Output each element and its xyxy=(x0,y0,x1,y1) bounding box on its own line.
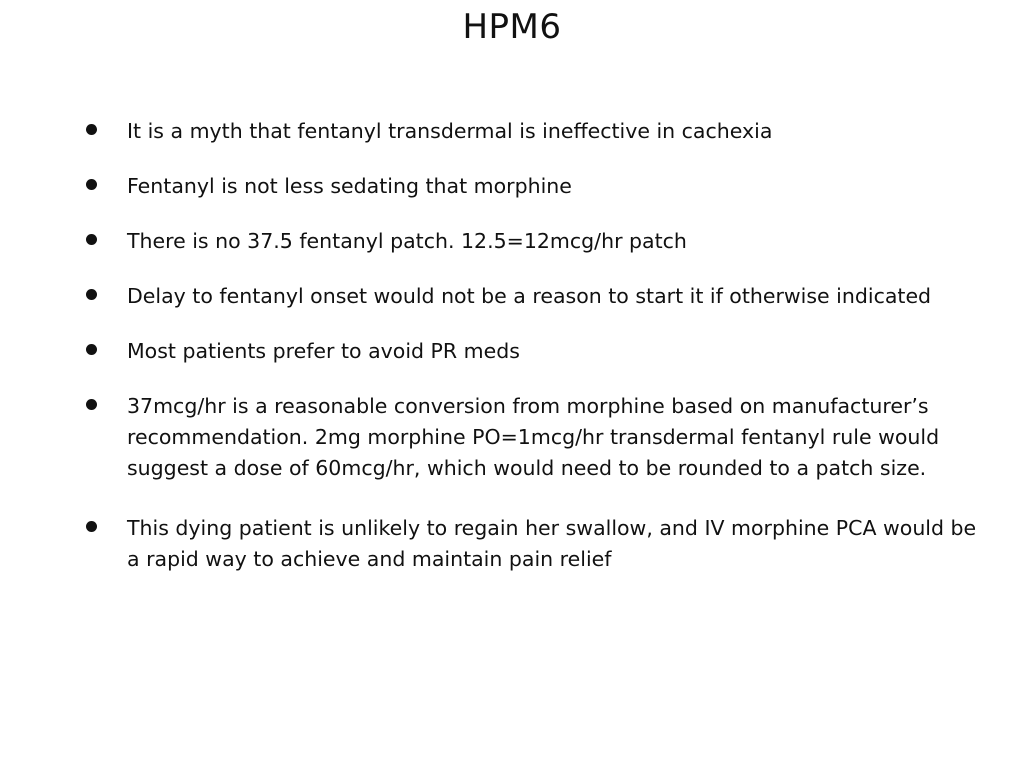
bullet-item xyxy=(0,116,977,147)
bullet-dot-icon xyxy=(86,344,97,355)
bullet-item xyxy=(0,336,977,367)
bullet-dot-icon xyxy=(86,179,97,190)
bullet-dot-icon xyxy=(86,289,97,300)
bullet-item xyxy=(0,391,977,484)
bullet-text: 37mcg/hr is a reasonable conversion from morphine based on manufacturer’s recommendation. 2mg morphine PO=1mcg/hr transdermal fentanyl rule would suggest a dose of 60mcg/hr, which would need to be rounded to a patch size. xyxy=(127,394,940,480)
bullet-item xyxy=(0,513,977,575)
slide-title: HPM6 xyxy=(462,7,562,47)
bullet-dot-icon xyxy=(86,124,97,135)
bullet-text: It is a myth that fentanyl transdermal is ineffective in cachexia xyxy=(127,119,773,143)
bullet-item xyxy=(0,171,977,202)
bullet-text: Fentanyl is not less sedating that morphine xyxy=(127,174,572,198)
bullet-text: There is no 37.5 fentanyl patch. 12.5=12mcg/hr patch xyxy=(127,229,687,253)
bullet-item xyxy=(0,281,977,312)
bullet-text: Delay to fentanyl onset would not be a reason to start it if otherwise indicated xyxy=(127,284,932,308)
bullet-text: This dying patient is unlikely to regain her swallow, and IV morphine PCA would be a rapid way to achieve and maintain pain relief xyxy=(127,516,977,571)
bullet-dot-icon xyxy=(86,234,97,245)
bullet-item xyxy=(0,226,977,257)
bullet-dot-icon xyxy=(86,521,97,532)
bullet-list xyxy=(0,116,1024,599)
bullet-text: Most patients prefer to avoid PR meds xyxy=(127,339,520,363)
bullet-dot-icon xyxy=(86,399,97,410)
